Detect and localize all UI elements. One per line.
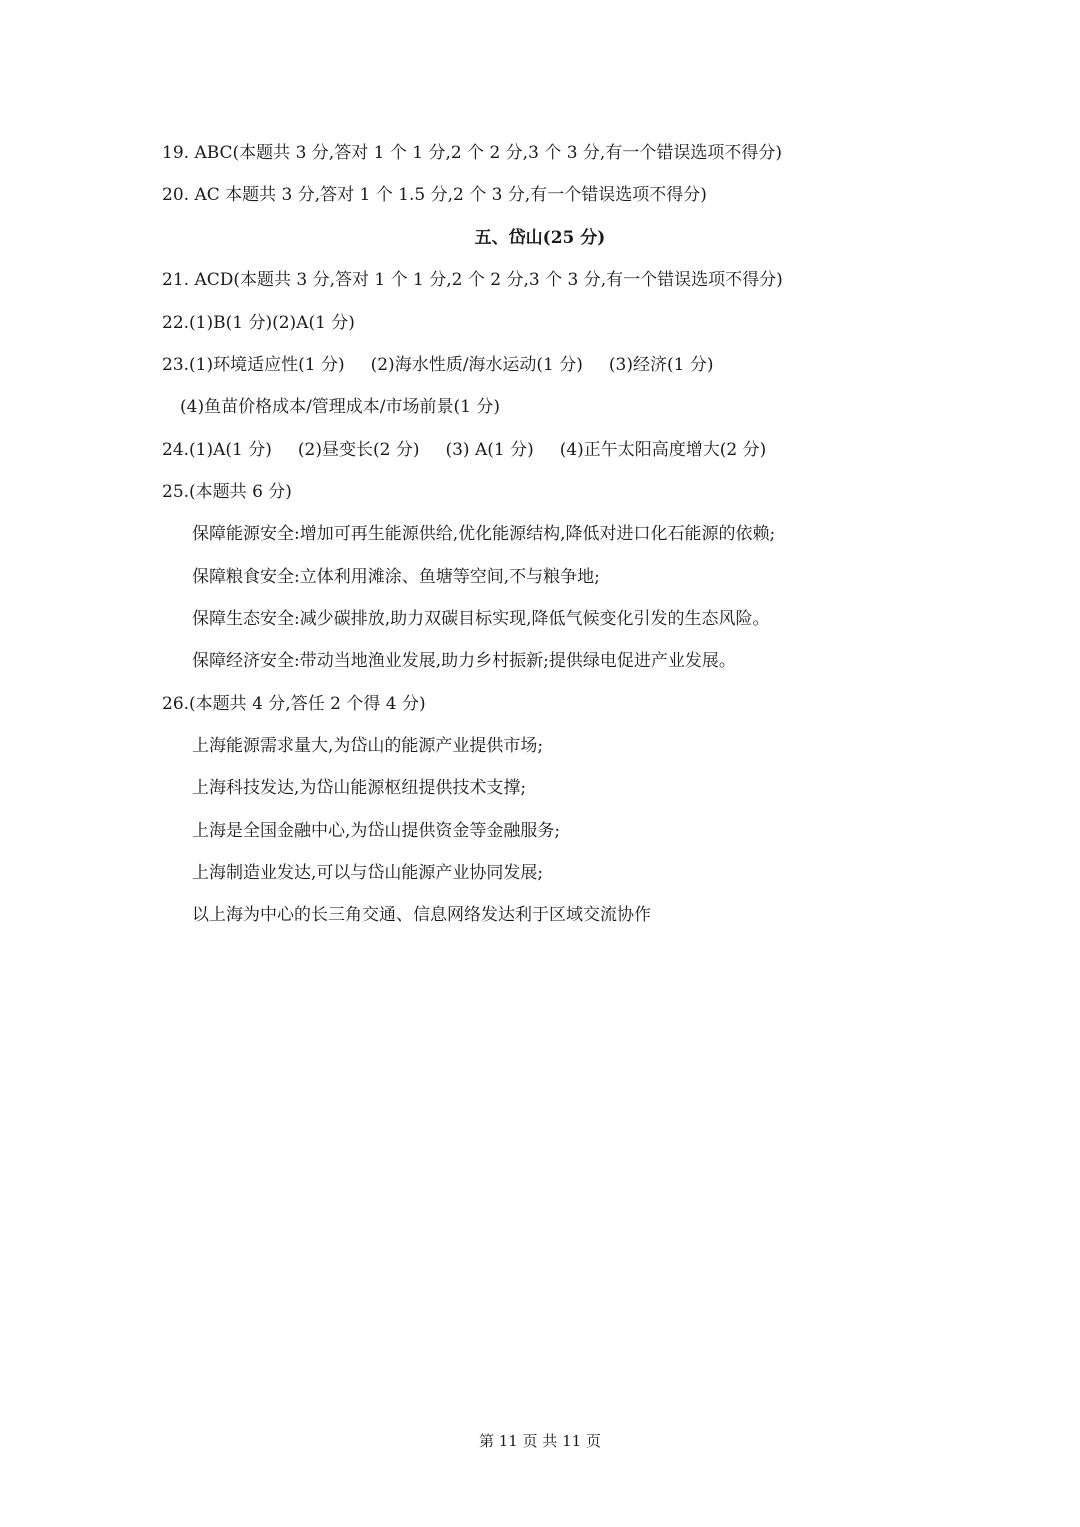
- answer-q24-part1: 24.(1)A(1 分): [162, 440, 272, 460]
- answer-q25-item: 保障生态安全:减少碳排放,助力双碳目标实现,降低气候变化引发的生态风险。: [192, 609, 770, 629]
- section-heading: 五、岱山(25 分): [474, 228, 606, 248]
- answer-q26-item: 上海是全国金融中心,为岱山提供资金等金融服务;: [192, 821, 561, 841]
- answer-q23-part3: (3)经济(1 分): [608, 355, 714, 375]
- answer-q26-item: 上海制造业发达,可以与岱山能源产业协同发展;: [192, 863, 544, 883]
- answer-q24-part3: (3) A(1 分): [445, 440, 534, 460]
- answer-q24-part2: (2)昼变长(2 分): [297, 440, 420, 460]
- answer-q25-item: 保障能源安全:增加可再生能源供给,优化能源结构,降低对进口化石能源的依赖;: [192, 524, 776, 544]
- answer-q26-item: 以上海为中心的长三角交通、信息网络发达利于区域交流协作: [192, 905, 651, 925]
- answer-q23-part2: (2)海水性质/海水运动(1 分): [370, 355, 583, 375]
- answer-q26-item: 上海科技发达,为岱山能源枢纽提供技术支撑;: [192, 778, 527, 798]
- answer-q26-item: 上海能源需求量大,为岱山的能源产业提供市场;: [192, 736, 544, 756]
- answer-q20: 20. AC 本题共 3 分,答对 1 个 1.5 分,2 个 3 分,有一个错误选项不得分): [162, 185, 707, 205]
- answer-q23-line1: [162, 353, 713, 377]
- answer-q25-header: 25.(本题共 6 分): [162, 482, 292, 502]
- page-number-footer: 第 11 页 共 11 页: [478, 1432, 601, 1450]
- answer-q23-part4: (4)鱼苗价格成本/管理成本/市场前景(1 分): [180, 397, 501, 417]
- answer-q22: 22.(1)B(1 分)(2)A(1 分): [162, 313, 355, 333]
- answer-q24-line: [162, 438, 766, 462]
- answer-q19: 19. ABC(本题共 3 分,答对 1 个 1 分,2 个 2 分,3 个 3 分,有一个错误选项不得分): [162, 143, 782, 163]
- answer-q25-item: 保障经济安全:带动当地渔业发展,助力乡村振新;提供绿电促进产业发展。: [192, 651, 736, 671]
- answer-q24-part4: (4)正午太阳高度增大(2 分): [559, 440, 767, 460]
- answer-q23-part1: 23.(1)环境适应性(1 分): [162, 355, 345, 375]
- answer-q25-item: 保障粮食安全:立体利用滩涂、鱼塘等空间,不与粮争地;: [192, 567, 600, 587]
- answer-q26-header: 26.(本题共 4 分,答任 2 个得 4 分): [162, 694, 426, 714]
- answer-q21: 21. ACD(本题共 3 分,答对 1 个 1 分,2 个 2 分,3 个 3 分,有一个错误选项不得分): [162, 270, 783, 290]
